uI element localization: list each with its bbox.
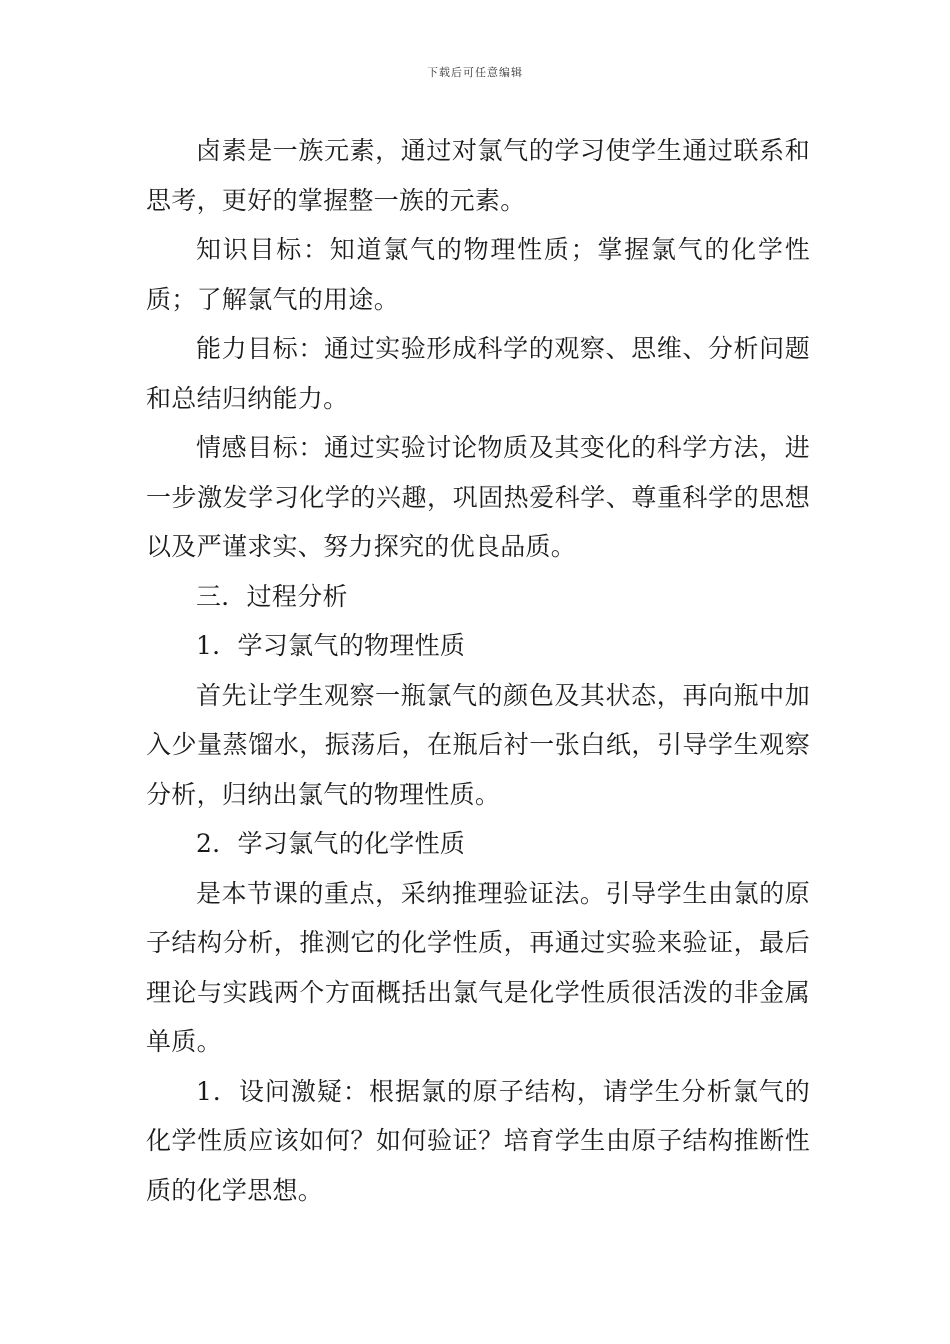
header-note: 下载后可任意编辑 xyxy=(427,66,523,79)
paragraph-knowledge-goal: 知识目标：知道氯气的物理性质；掌握氯气的化学性质；了解氯气的用途。 xyxy=(146,235,810,314)
paragraph-question-inquiry: 1．设问激疑：根据氯的原子结构，请学生分析氯气的化学性质应该如何？如何验证？培育学生由原子结构推断性质的化学思想。 xyxy=(146,1076,810,1205)
paragraph-halogen-intro: 卤素是一族元素，通过对氯气的学习使学生通过联系和思考，更好的掌握整一族的元素。 xyxy=(146,136,810,215)
paragraph-physical-properties: 首先让学生观察一瓶氯气的颜色及其状态，再向瓶中加入少量蒸馏水，振荡后，在瓶后衬一张白纸，引导学生观察分析，归纳出氯气的物理性质。 xyxy=(146,680,810,809)
paragraph-chemical-properties: 是本节课的重点，采纳推理验证法。引导学生由氯的原子结构分析，推测它的化学性质，再通过实验来验证，最后理论与实践两个方面概括出氯气是化学性质很活泼的非金属单质。 xyxy=(146,878,810,1056)
paragraph-emotion-goal: 情感目标：通过实验讨论物质及其变化的科学方法，进一步激发学习化学的兴趣，巩固热爱科学、尊重科学的思想以及严谨求实、努力探究的优良品质。 xyxy=(146,433,810,561)
document-body xyxy=(146,126,810,1215)
section-heading-process-analysis: 三．过程分析 xyxy=(196,581,348,611)
subheading-chemical-properties: 2．学习氯气的化学性质 xyxy=(196,829,466,858)
subheading-physical-properties: 1．学习氯气的物理性质 xyxy=(196,631,466,660)
paragraph-ability-goal: 能力目标：通过实验形成科学的观察、思维、分析问题和总结归纳能力。 xyxy=(146,334,810,413)
